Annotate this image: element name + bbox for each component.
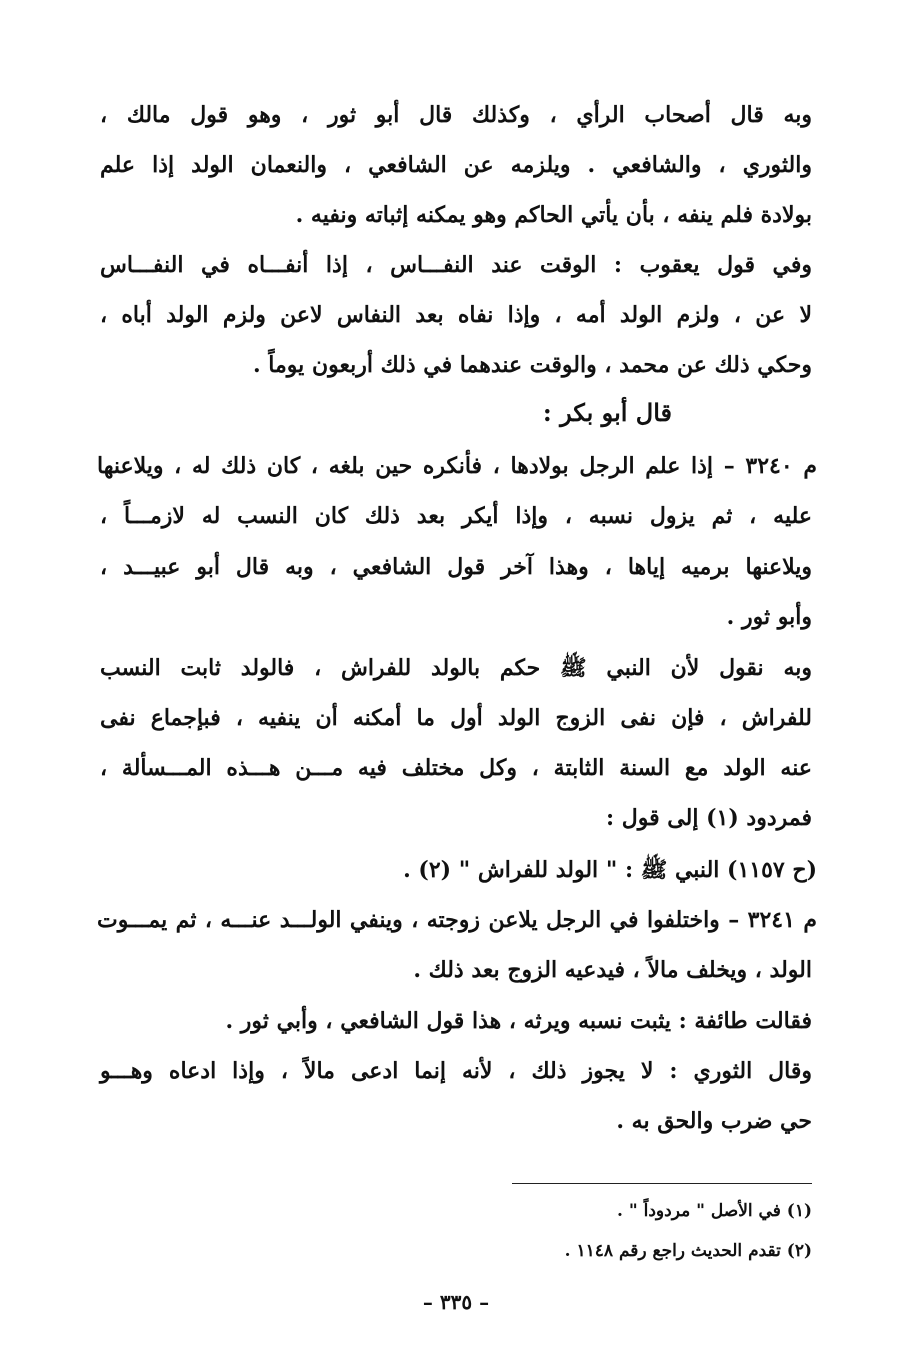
- text-line: وبه قال أصحاب الرأي ، وكذلك قال أبو ثور ، وهو قول مالك ،: [100, 102, 812, 128]
- text-line: فقالت طائفة : يثبت نسبه ويرثه ، هذا قول الشافعي ، وأبي ثور .: [225, 1008, 812, 1034]
- text-line: وفي قول يعقوب : الوقت عند النفـــاس ، إذا أنفـــاه في النفـــاس: [100, 252, 812, 278]
- masala-3241-line: الولد ، ويخلف مالاً ، فيدعيه الزوج بعد ذلك .: [413, 957, 812, 983]
- masala-3240-line: وأبو ثور .: [726, 604, 812, 630]
- masala-3240-line: عليه ، ثم يزول نسبه ، وإذا أيكر بعد ذلك كان النسب له لازمـــاً ،: [100, 503, 812, 529]
- footnote-1: (١) في الأصل " مردوداً " .: [617, 1201, 812, 1221]
- footnote-2: (٢) تقدم الحديث راجع رقم ١١٤٨ .: [564, 1241, 812, 1261]
- hadith-1157: (ح ١١٥٧) النبي ﷺ : " الولد للفراش " (٢) .: [403, 857, 817, 883]
- text-line: بولادة فلم ينفه ، بأن يأتي الحاكم وهو يمكنه إثباته ونفيه .: [295, 202, 812, 228]
- page-number: – ٣٣٥ –: [422, 1290, 490, 1314]
- masala-3240-line: ويلاعنها برميه إياها ، وهذا آخر قول الشافعي ، وبه قال أبو عبيـــد ،: [100, 554, 812, 580]
- text-line: وقال الثوري : لا يجوز ذلك ، لأنه إنما ادعى مالاً ، وإذا ادعاه وهـــو: [100, 1058, 812, 1084]
- text-line: للفراش ، فإن نفى الزوج الولد أول ما أمكنه أن ينفيه ، فبإجماع نفى: [100, 705, 812, 731]
- text-line: فمردود (١) إلى قول :: [605, 805, 812, 831]
- section-heading: قال أبو بكر :: [542, 398, 672, 427]
- text-line: والثوري ، والشافعي . ويلزمه عن الشافعي ، والنعمان الولد إذا علم: [100, 152, 812, 178]
- text-line: لا عن ، ولزم الولد أمه ، وإذا نفاه بعد النفاس لاعن ولزم الولد أباه ،: [100, 302, 812, 328]
- text-line: حي ضرب والحق به .: [616, 1108, 812, 1134]
- footnote-rule: [512, 1183, 812, 1184]
- text-line: وحكي ذلك عن محمد ، والوقت عندهما في ذلك أربعون يوماً .: [252, 352, 812, 378]
- text-line: وبه نقول لأن النبي ﷺ حكم بالولد للفراش ، فالولد ثابت النسب: [100, 655, 812, 681]
- masala-3241-line: م ٣٢٤١ – واختلفوا في الرجل يلاعن زوجته ، وينفي الولـــد عنـــه ، ثم يمـــوت: [97, 907, 817, 933]
- masala-3240-line: م ٣٢٤٠ – إذا علم الرجل بولادها ، فأنكره حين بلغه ، كان ذلك له ، ويلاعنها: [97, 453, 817, 479]
- text-line: عنه الولد مع السنة الثابتة ، وكل مختلف فيه مـــن هـــذه المـــسألة ،: [100, 755, 812, 781]
